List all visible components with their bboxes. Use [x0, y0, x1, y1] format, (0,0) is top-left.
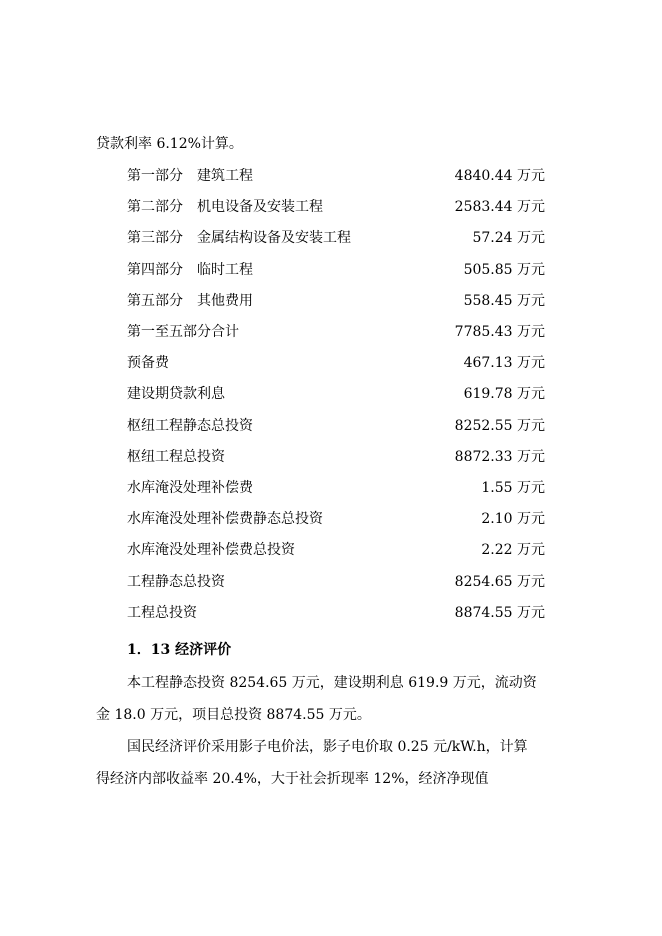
row-value: 2.22 万元 — [481, 542, 545, 559]
table-row — [0, 166, 662, 186]
row-label: 第三部分 金属结构设备及安装工程 — [127, 230, 351, 247]
paragraph-2-line-1: 国民经济评价采用影子电价法，影子电价取 0.25 元/kW.h，计算 — [127, 739, 528, 755]
row-label: 预备费 — [127, 355, 169, 372]
row-label: 水库淹没处理补偿费总投资 — [127, 542, 295, 559]
row-value: 1.55 万元 — [481, 480, 545, 496]
table-row — [0, 572, 662, 592]
row-label: 工程静态总投资 — [127, 573, 225, 590]
row-value: 467.13 万元 — [463, 355, 545, 372]
paragraph-1-line-1: 本工程静态投资 8254.65 万元，建设期利息 619.9 万元，流动资 — [127, 675, 537, 691]
row-value: 8252.55 万元 — [454, 417, 545, 434]
row-label: 枢纽工程静态总投资 — [127, 417, 253, 434]
row-value: 2.10 万元 — [481, 511, 545, 528]
row-value: 558.45 万元 — [463, 292, 545, 309]
row-label: 枢纽工程总投资 — [127, 448, 225, 465]
row-label: 第一至五部分合计 — [127, 324, 239, 340]
intro-line: 贷款利率 6.12%计算。 — [96, 136, 243, 152]
paragraph-2-line-2: 得经济内部收益率 20.4%，大于社会折现率 12%，经济净现值 — [96, 771, 489, 787]
table-row — [0, 322, 662, 342]
table-row — [0, 291, 662, 311]
table-row — [0, 509, 662, 529]
row-value: 7785.43 万元 — [454, 324, 545, 340]
row-label: 建设期贷款利息 — [127, 386, 225, 403]
row-value: 619.78 万元 — [463, 386, 545, 403]
row-label: 水库淹没处理补偿费静态总投资 — [127, 511, 323, 528]
row-value: 8872.33 万元 — [454, 448, 545, 465]
table-row — [0, 197, 662, 217]
table-row — [0, 228, 662, 248]
row-value: 505.85 万元 — [463, 261, 545, 278]
row-value: 57.24 万元 — [472, 230, 545, 247]
row-label: 第一部分 建筑工程 — [127, 168, 253, 184]
table-row — [0, 353, 662, 373]
table-row — [0, 260, 662, 280]
table-row — [0, 540, 662, 560]
row-label: 第二部分 机电设备及安装工程 — [127, 199, 323, 216]
row-value: 2583.44 万元 — [454, 199, 545, 216]
table-row — [0, 478, 662, 498]
table-row — [0, 447, 662, 467]
table-row — [0, 384, 662, 404]
row-label: 工程总投资 — [127, 604, 197, 621]
table-row — [0, 416, 662, 436]
row-label: 第五部分 其他费用 — [127, 292, 253, 309]
paragraph-1-line-2: 金 18.0 万元，项目总投资 8874.55 万元。 — [96, 707, 371, 723]
section-heading: 1．13 经济评价 — [127, 642, 232, 658]
row-label: 水库淹没处理补偿费 — [127, 480, 253, 496]
row-label: 第四部分 临时工程 — [127, 261, 253, 278]
row-value: 4840.44 万元 — [454, 168, 545, 184]
row-value: 8254.65 万元 — [454, 573, 545, 590]
row-value: 8874.55 万元 — [454, 604, 545, 621]
table-row — [0, 603, 662, 623]
